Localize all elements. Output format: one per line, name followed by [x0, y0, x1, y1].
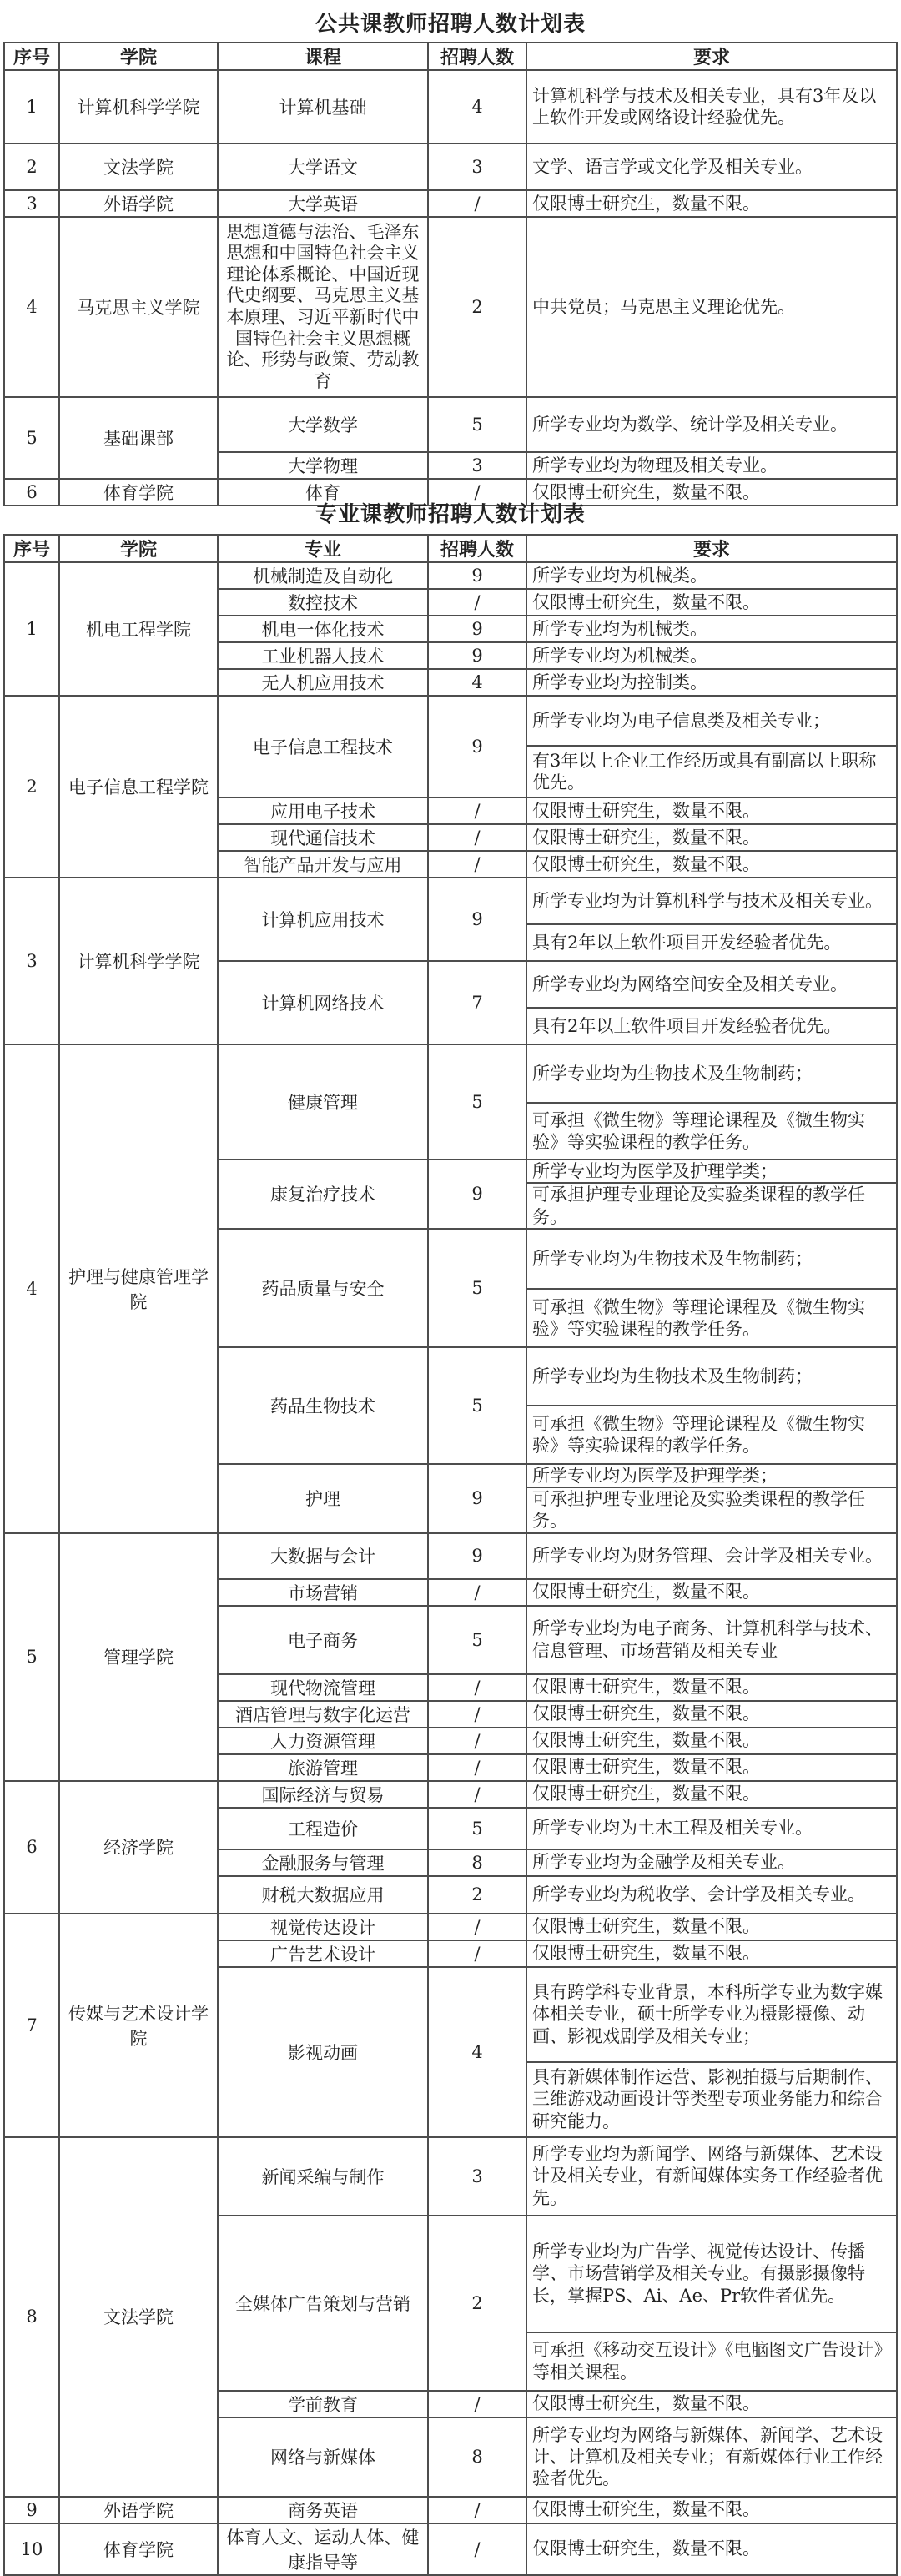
table-row: [4, 696, 897, 746]
row-count: 5: [428, 397, 526, 452]
row-requirement: 仅限博士研究生，数量不限。: [526, 589, 897, 616]
table-row: [4, 190, 897, 217]
row-requirement: 所学专业均为生物技术及生物制药；: [526, 1347, 897, 1406]
row-no: 4: [4, 217, 59, 397]
row-major: 工程造价: [218, 1808, 428, 1849]
row-requirement: 仅限博士研究生，数量不限。: [526, 1701, 897, 1728]
table-row: [4, 2497, 897, 2523]
row-major: 市场营销: [218, 1579, 428, 1606]
header-course: 课程: [218, 43, 428, 70]
row-count: /: [428, 1914, 526, 1940]
row-no: 2: [4, 143, 59, 190]
row-requirement: 仅限博士研究生，数量不限。: [526, 1579, 897, 1606]
row-major: 旅游管理: [218, 1754, 428, 1781]
row-college: 基础课部: [59, 397, 218, 479]
header-no: 序号: [4, 535, 59, 562]
row-count: 4: [428, 70, 526, 143]
row-requirement: 仅限博士研究生，数量不限。: [526, 824, 897, 851]
row-college: 经济学院: [59, 1781, 218, 1914]
row-major: 人力资源管理: [218, 1728, 428, 1754]
table1-title: 公共课教师招聘人数计划表: [315, 12, 586, 37]
row-count: 3: [428, 143, 526, 190]
row-major: 护理: [218, 1464, 428, 1533]
table-row: [4, 1533, 897, 1579]
row-count: /: [428, 1728, 526, 1754]
row-no: 9: [4, 2497, 59, 2523]
row-college: 体育学院: [59, 479, 218, 506]
table-row: [4, 1914, 897, 1940]
row-course: 计算机基础: [218, 70, 428, 143]
table2-title: 专业课教师招聘人数计划表: [315, 502, 586, 527]
row-requirement: 可承担护理专业理论及实验类课程的教学任务。: [526, 1487, 897, 1533]
row-count: 9: [428, 1533, 526, 1579]
row-count: 5: [428, 1606, 526, 1674]
row-requirement: 所学专业均为财务管理、会计学及相关专业。: [526, 1533, 897, 1579]
row-count: /: [428, 851, 526, 878]
row-requirement: 具有新媒体制作运营、影视拍摄与后期制作、三维游戏动画设计等类型专项业务能力和综合研究能力。: [526, 2062, 897, 2137]
row-requirement: 仅限博士研究生，数量不限。: [526, 1728, 897, 1754]
row-requirement: 计算机科学与技术及相关专业，具有3年及以上软件开发或网络设计经验优先。: [526, 70, 897, 143]
row-count: 9: [428, 562, 526, 589]
row-college: 文法学院: [59, 143, 218, 190]
row-count: 3: [428, 452, 526, 479]
row-requirement: 中共党员；马克思主义理论优先。: [526, 217, 897, 397]
row-college: 传媒与艺术设计学院: [59, 1914, 218, 2137]
table-row: [4, 562, 897, 589]
row-requirement: 所学专业均为机械类。: [526, 562, 897, 589]
row-requirement: 所学专业均为生物技术及生物制药；: [526, 1229, 897, 1289]
row-requirement: 可承担《微生物》等理论课程及《微生物实验》等实验课程的教学任务。: [526, 1289, 897, 1347]
row-requirement: 所学专业均为机械类。: [526, 616, 897, 642]
row-major: 影视动画: [218, 1967, 428, 2137]
row-major: 广告艺术设计: [218, 1940, 428, 1967]
row-course: 大学物理: [218, 452, 428, 479]
row-college: 计算机科学学院: [59, 878, 218, 1044]
row-count: /: [428, 1701, 526, 1728]
row-major: 电子信息工程技术: [218, 696, 428, 797]
header-count: 招聘人数: [428, 535, 526, 562]
row-requirement: 所学专业均为税收学、会计学及相关专业。: [526, 1876, 897, 1914]
table-row: [4, 2523, 897, 2575]
row-count: 9: [428, 1464, 526, 1533]
row-count: /: [428, 1579, 526, 1606]
row-no: 1: [4, 562, 59, 696]
row-count: 4: [428, 1967, 526, 2137]
table-row: [4, 143, 897, 190]
row-major: 药品生物技术: [218, 1347, 428, 1464]
row-major: 商务英语: [218, 2497, 428, 2523]
row-major: 计算机网络技术: [218, 961, 428, 1044]
row-count: 2: [428, 2216, 526, 2391]
row-count: 5: [428, 1808, 526, 1849]
row-requirement: 仅限博士研究生，数量不限。: [526, 190, 897, 217]
row-requirement: 所学专业均为控制类。: [526, 669, 897, 696]
row-major: 网络与新媒体: [218, 2418, 428, 2497]
row-major: 计算机应用技术: [218, 878, 428, 961]
row-no: 10: [4, 2523, 59, 2575]
row-major: 大数据与会计: [218, 1533, 428, 1579]
row-major: 机械制造及自动化: [218, 562, 428, 589]
row-requirement: 仅限博士研究生，数量不限。: [526, 1914, 897, 1940]
row-major: 学前教育: [218, 2391, 428, 2418]
row-requirement: 仅限博士研究生，数量不限。: [526, 2497, 897, 2523]
row-course: 思想道德与法治、毛泽东思想和中国特色社会主义理论体系概论、中国近现代史纲要、马克思主义基本原理、习近平新时代中国特色社会主义思想概论、形势与政策、劳动教育: [218, 217, 428, 397]
row-count: 5: [428, 1347, 526, 1464]
row-major: 智能产品开发与应用: [218, 851, 428, 878]
row-requirement: 可承担《微生物》等理论课程及《微生物实验》等实验课程的教学任务。: [526, 1103, 897, 1160]
row-count: /: [428, 190, 526, 217]
row-requirement: 所学专业均为电子信息类及相关专业；: [526, 696, 897, 746]
row-count: 2: [428, 217, 526, 397]
row-count: 9: [428, 642, 526, 669]
row-major: 应用电子技术: [218, 797, 428, 824]
row-no: 4: [4, 1044, 59, 1533]
row-count: /: [428, 1754, 526, 1781]
row-major: 工业机器人技术: [218, 642, 428, 669]
row-count: /: [428, 1940, 526, 1967]
row-requirement: 仅限博士研究生，数量不限。: [526, 1674, 897, 1701]
row-count: 5: [428, 1044, 526, 1160]
row-count: 9: [428, 878, 526, 961]
row-major: 酒店管理与数字化运营: [218, 1701, 428, 1728]
row-college: 马克思主义学院: [59, 217, 218, 397]
row-requirement: 所学专业均为电子商务、计算机科学与技术、信息管理、市场营销及相关专业: [526, 1606, 897, 1674]
row-requirement: 可承担护理专业理论及实验类课程的教学任务。: [526, 1183, 897, 1229]
row-count: 2: [428, 1876, 526, 1914]
row-count: 8: [428, 2418, 526, 2497]
row-count: 9: [428, 616, 526, 642]
row-no: 2: [4, 696, 59, 878]
row-requirement: 可承担《微生物》等理论课程及《微生物实验》等实验课程的教学任务。: [526, 1406, 897, 1464]
row-requirement: 有3年以上企业工作经历或具有副高以上职称优先。: [526, 746, 897, 797]
row-major: 药品质量与安全: [218, 1229, 428, 1347]
table-row: [4, 217, 897, 397]
row-requirement: 所学专业均为数学、统计学及相关专业。: [526, 397, 897, 452]
row-count: /: [428, 2391, 526, 2418]
row-requirement: 所学专业均为新闻学、网络与新媒体、艺术设计及相关专业，有新闻媒体实务工作经验者优先。: [526, 2137, 897, 2216]
header-no: 序号: [4, 43, 59, 70]
row-major: 现代物流管理: [218, 1674, 428, 1701]
row-count: 4: [428, 669, 526, 696]
row-college: 管理学院: [59, 1533, 218, 1781]
row-no: 8: [4, 2137, 59, 2497]
row-no: 6: [4, 479, 59, 506]
table-row: [4, 878, 897, 924]
row-college: 外语学院: [59, 190, 218, 217]
row-no: 3: [4, 190, 59, 217]
row-count: 9: [428, 696, 526, 797]
row-requirement: 所学专业均为网络空间安全及相关专业。: [526, 961, 897, 1008]
row-requirement: 仅限博士研究生，数量不限。: [526, 797, 897, 824]
row-college: 计算机科学学院: [59, 70, 218, 143]
row-requirement: 仅限博士研究生，数量不限。: [526, 479, 897, 506]
row-requirement: 所学专业均为物理及相关专业。: [526, 452, 897, 479]
table-row: [4, 1044, 897, 1103]
row-requirement: 仅限博士研究生，数量不限。: [526, 2391, 897, 2418]
row-college: 体育学院: [59, 2523, 218, 2575]
row-count: 7: [428, 961, 526, 1044]
header-requirement: 要求: [526, 43, 897, 70]
table-row: [4, 1781, 897, 1808]
row-count: 8: [428, 1849, 526, 1876]
row-requirement: 仅限博士研究生，数量不限。: [526, 1940, 897, 1967]
row-college: 电子信息工程学院: [59, 696, 218, 878]
row-requirement: 所学专业均为广告学、视觉传达设计、传播学、市场营销学及相关专业。有摄影摄像特长，掌握PS、Ai、Ae、Pr软件者优先。: [526, 2216, 897, 2332]
row-major: 电子商务: [218, 1606, 428, 1674]
public-course-table: [3, 42, 898, 506]
row-requirement: 仅限博士研究生，数量不限。: [526, 1754, 897, 1781]
row-major: 金融服务与管理: [218, 1849, 428, 1876]
row-requirement: 具有2年以上软件项目开发经验者优先。: [526, 1008, 897, 1044]
row-count: /: [428, 1674, 526, 1701]
row-requirement: 具有跨学科专业背景，本科所学专业为数字媒体相关专业，硕士所学专业为摄影摄像、动画、影视戏剧学及相关专业；: [526, 1967, 897, 2062]
row-requirement: 所学专业均为医学及护理学类；: [526, 1464, 897, 1487]
row-course: 大学语文: [218, 143, 428, 190]
row-requirement: 可承担《移动交互设计》《电脑图文广告设计》等相关课程。: [526, 2332, 897, 2391]
row-major: 无人机应用技术: [218, 669, 428, 696]
table-row: [4, 70, 897, 143]
row-count: /: [428, 797, 526, 824]
row-count: /: [428, 1781, 526, 1808]
row-count: /: [428, 479, 526, 506]
row-no: 3: [4, 878, 59, 1044]
row-no: 5: [4, 1533, 59, 1781]
specialty-table-body: [4, 562, 897, 2575]
row-major: 新闻采编与制作: [218, 2137, 428, 2216]
row-college: 外语学院: [59, 2497, 218, 2523]
header-college: 学院: [59, 43, 218, 70]
row-major: 机电一体化技术: [218, 616, 428, 642]
row-count: /: [428, 2497, 526, 2523]
row-count: /: [428, 2523, 526, 2575]
row-requirement: 仅限博士研究生，数量不限。: [526, 851, 897, 878]
table-row: [4, 2137, 897, 2216]
row-requirement: 文学、语言学或文化学及相关专业。: [526, 143, 897, 190]
row-requirement: 所学专业均为网络与新媒体、新闻学、艺术设计、计算机及相关专业；有新媒体行业工作经验者优先。: [526, 2418, 897, 2497]
table-row: [4, 397, 897, 452]
row-college: 护理与健康管理学院: [59, 1044, 218, 1533]
row-major: 康复治疗技术: [218, 1160, 428, 1229]
header-requirement: 要求: [526, 535, 897, 562]
row-major: 财税大数据应用: [218, 1876, 428, 1914]
row-count: 3: [428, 2137, 526, 2216]
row-requirement: 所学专业均为计算机科学与技术及相关专业。: [526, 878, 897, 924]
row-major: 国际经济与贸易: [218, 1781, 428, 1808]
row-college: 文法学院: [59, 2137, 218, 2497]
row-major: 视觉传达设计: [218, 1914, 428, 1940]
row-requirement: 所学专业均为生物技术及生物制药；: [526, 1044, 897, 1103]
row-no: 1: [4, 70, 59, 143]
row-count: 5: [428, 1229, 526, 1347]
row-major: 健康管理: [218, 1044, 428, 1160]
row-requirement: 所学专业均为金融学及相关专业。: [526, 1849, 897, 1876]
specialty-course-table: [3, 534, 898, 2576]
row-requirement: 所学专业均为医学及护理学类；: [526, 1160, 897, 1183]
row-course: 体育: [218, 479, 428, 506]
row-no: 7: [4, 1914, 59, 2137]
row-requirement: 仅限博士研究生，数量不限。: [526, 1781, 897, 1808]
row-count: /: [428, 589, 526, 616]
row-no: 5: [4, 397, 59, 479]
row-requirement: 仅限博士研究生，数量不限。: [526, 2523, 897, 2575]
row-requirement: 具有2年以上软件项目开发经验者优先。: [526, 924, 897, 961]
row-major: 全媒体广告策划与营销: [218, 2216, 428, 2391]
header-major: 专业: [218, 535, 428, 562]
header-college: 学院: [59, 535, 218, 562]
row-count: 9: [428, 1160, 526, 1229]
row-major: 体育人文、运动人体、健康指导等: [218, 2523, 428, 2575]
row-college: 机电工程学院: [59, 562, 218, 696]
header-count: 招聘人数: [428, 43, 526, 70]
row-course: 大学数学: [218, 397, 428, 452]
row-major: 现代通信技术: [218, 824, 428, 851]
row-requirement: 所学专业均为土木工程及相关专业。: [526, 1808, 897, 1849]
row-no: 6: [4, 1781, 59, 1914]
row-count: /: [428, 824, 526, 851]
row-requirement: 所学专业均为机械类。: [526, 642, 897, 669]
row-course: 大学英语: [218, 190, 428, 217]
row-major: 数控技术: [218, 589, 428, 616]
